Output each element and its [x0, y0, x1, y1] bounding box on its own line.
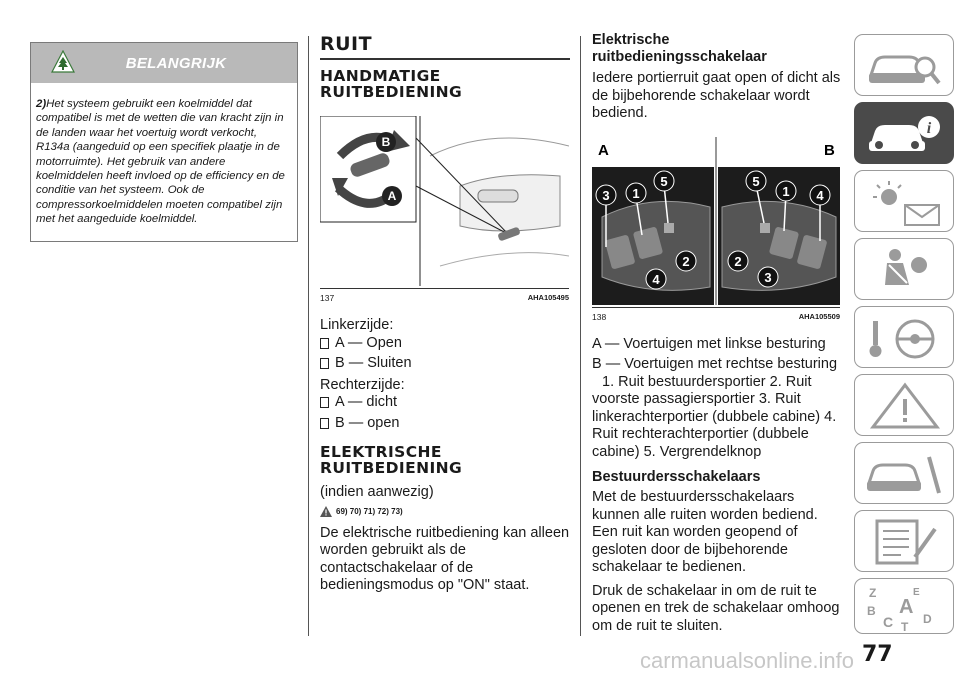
seat-airbag-icon	[865, 245, 945, 295]
label-a: A	[387, 189, 397, 203]
figure-number: 138	[592, 311, 607, 322]
index-letters-icon	[865, 585, 945, 631]
switch-intro: Iedere portierruit gaat open of dicht als de bijbehorende schakelaar wordt bediend.	[592, 70, 841, 121]
page-number: 77	[862, 642, 893, 667]
callout-b-1: 1	[782, 183, 790, 199]
window-section-column	[320, 0, 570, 595]
manual-crank-illustration	[320, 116, 569, 286]
note-header	[31, 43, 297, 83]
column-divider	[308, 36, 309, 636]
warning-ref-text: 69) 70) 71) 72) 73)	[336, 506, 403, 516]
callout-a-3: 3	[602, 187, 610, 203]
important-note-column	[30, 0, 298, 242]
section-title: RUIT	[320, 33, 570, 60]
list-item	[320, 415, 570, 433]
checklist-icon	[865, 517, 945, 567]
checkbox-bullet-icon	[320, 397, 329, 408]
subtitle-manual: HANDMATIGE RUITBEDIENING	[320, 67, 463, 101]
lights-mail-icon	[865, 177, 945, 227]
warning-tree-icon	[51, 50, 75, 74]
callout-b-5: 5	[752, 173, 760, 189]
warning-references	[320, 506, 570, 517]
tab-index[interactable]	[854, 578, 954, 634]
watermark: carmanualsonline.info	[640, 648, 855, 673]
svg-text:Z: Z	[869, 586, 877, 600]
figure-caption	[592, 307, 840, 322]
driver-switches-heading: Bestuurdersschakelaars	[592, 469, 761, 485]
svg-text:D: D	[923, 612, 932, 626]
callout-a-4: 4	[652, 271, 660, 287]
list-item	[320, 394, 570, 412]
if-present-note: (indien aanwezig)	[320, 484, 434, 500]
car-info-icon	[865, 109, 945, 159]
car-search-icon	[865, 41, 945, 91]
left-side-label: Linkerzijde:	[320, 317, 394, 333]
list-item-text: A — Open	[335, 334, 402, 351]
note-text: Het systeem gebruikt een koelmiddel dat compatibel is met de wetten die van kracht zijn in de landen waar het voertuig wordt verkocht, R134a (aangeduid op een specifiek plaatje in de motorruimte). Het gebruik van andere koelmiddelen heeft invloed op de efficiency en de conditie van het systeem. Ook de compressorkoelmiddelen moeten compatibel zijn met het aangeduide koelmiddel.	[36, 98, 285, 226]
electric-paragraph: De elektrische ruitbediening kan alleen worden gebruikt als de contactschakelaar of de bedieningsmodus op "ON" staat.	[320, 524, 570, 593]
column-divider	[580, 36, 581, 636]
svg-text:T: T	[901, 620, 909, 631]
callout-a-1: 1	[632, 185, 640, 201]
figure-caption	[320, 288, 569, 303]
panel-b-label: B	[824, 141, 835, 159]
tab-car-search[interactable]	[854, 34, 954, 96]
legend-b: B — Voertuigen met rechtse besturing	[592, 356, 838, 372]
note-number: 2)	[36, 98, 47, 110]
callout-a-2: 2	[682, 253, 690, 269]
svg-text:C: C	[883, 614, 894, 630]
electric-switch-column	[592, 0, 842, 635]
figure-137	[320, 116, 569, 303]
tab-warning[interactable]	[854, 374, 954, 436]
subtitle-electric: ELEKTRISCHE RUITBEDIENING	[320, 443, 463, 477]
note-title: BELANGRIJK	[125, 54, 227, 72]
figure-code: AHA105495	[527, 293, 569, 302]
figure-138	[592, 137, 840, 322]
switch-panels-illustration	[592, 137, 840, 305]
note-body	[31, 83, 297, 241]
steering-key-icon	[865, 313, 945, 363]
label-b: B	[381, 135, 391, 149]
svg-text:i: i	[926, 120, 932, 137]
list-item	[320, 335, 570, 353]
legend-items: 1. Ruit bestuurdersportier 2. Ruit voorste passagiersportier 3. Ruit linkerachterportier (dubbele cabine) 4. Ruit rechterachterportier (dubbele cabine) 5. Vergrendelknop	[592, 373, 837, 460]
svg-text:B: B	[867, 604, 876, 618]
callout-b-2: 2	[734, 253, 742, 269]
tab-car-info[interactable]	[854, 102, 954, 164]
list-item-text: B — Sluiten	[335, 355, 412, 371]
svg-text:A: A	[899, 596, 914, 618]
right-side-label: Rechterzijde:	[320, 376, 405, 393]
tab-seat-airbag[interactable]	[854, 238, 954, 300]
list-item	[320, 355, 570, 373]
switch-heading: Elektrische ruitbedieningsschakelaar	[592, 32, 767, 65]
tab-car-tools[interactable]	[854, 442, 954, 504]
legend-a: A — Voertuigen met linkse besturing	[592, 335, 826, 352]
list-item-text: B — open	[335, 414, 400, 431]
checkbox-bullet-icon	[320, 358, 329, 369]
callout-b-4: 4	[816, 187, 824, 203]
figure-number: 137	[320, 293, 335, 303]
svg-text:E: E	[913, 587, 920, 598]
callout-a-5: 5	[660, 173, 668, 189]
checkbox-bullet-icon	[320, 418, 329, 429]
important-note-box	[30, 42, 298, 242]
tab-steering-key[interactable]	[854, 306, 954, 368]
list-item-text: A — dicht	[335, 394, 398, 410]
checkbox-bullet-icon	[320, 338, 329, 349]
panel-a-label: A	[598, 141, 609, 159]
warning-icon	[320, 506, 332, 517]
tab-lights-mail[interactable]	[854, 170, 954, 232]
driver-switches-para2: Druk de schakelaar in om de ruit te openen en trek de schakelaar omhoog om de ruit te sluiten.	[592, 582, 840, 634]
figure-code: AHA105509	[798, 311, 840, 321]
driver-switches-para1: Met de bestuurdersschakelaars kunnen alle ruiten worden bediend. Een ruit kan worden geopend of gesloten door de bijbehorende schakelaar te bedienen.	[592, 489, 818, 575]
callout-b-3: 3	[764, 269, 772, 285]
tab-checklist[interactable]	[854, 510, 954, 572]
car-tools-icon	[865, 449, 945, 499]
warning-triangle-icon	[865, 381, 945, 431]
